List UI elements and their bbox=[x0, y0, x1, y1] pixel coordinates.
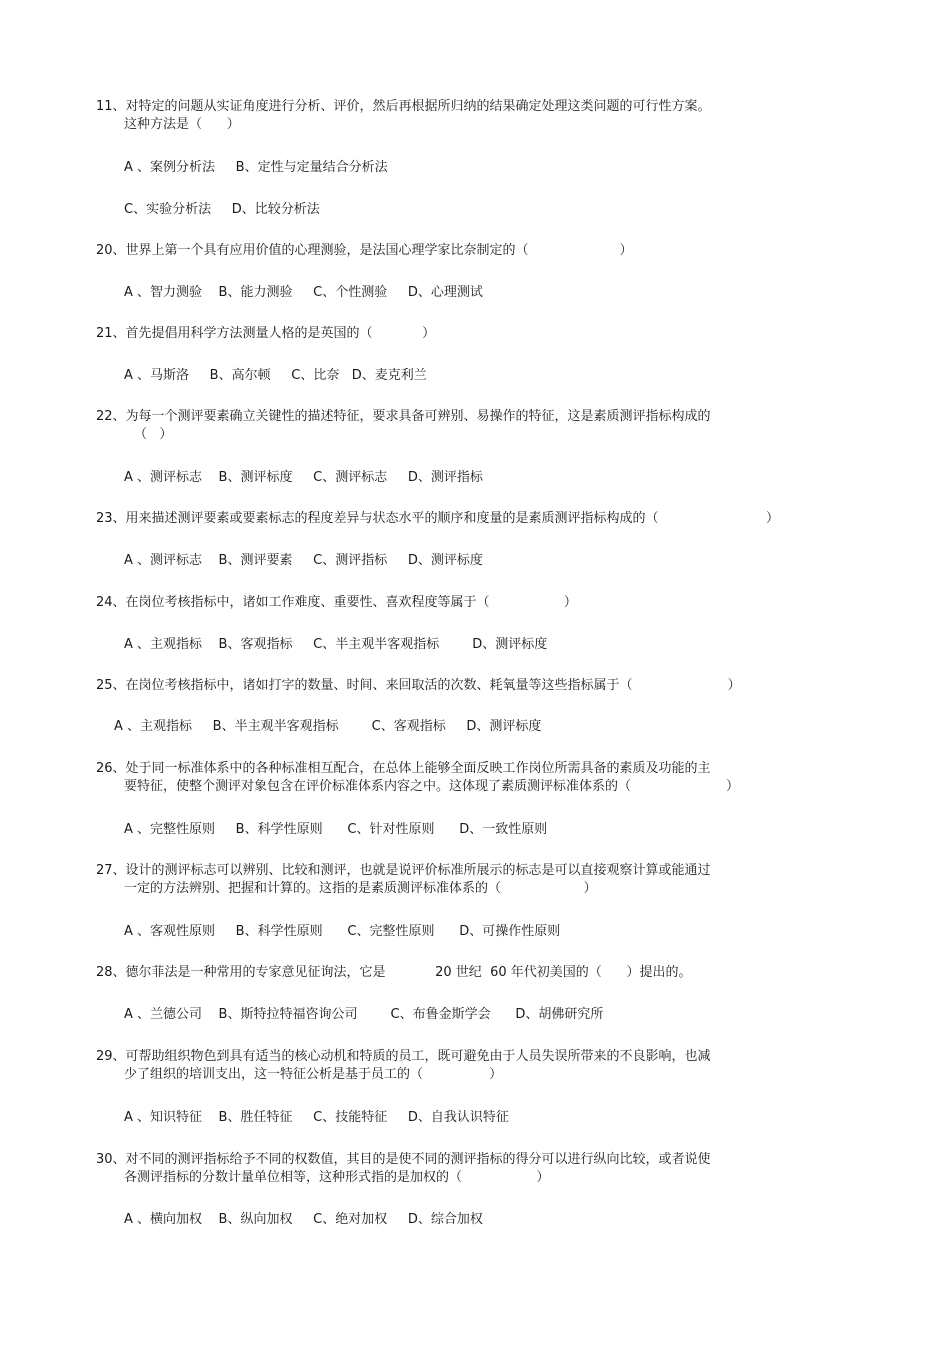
question-23-options: A 、测评标志 B、测评要素 C、测评指标 D、测评标度 bbox=[124, 553, 483, 568]
question-24-stem: 24、在岗位考核指标中，诸如工作难度、重要性、喜欢程度等属于（ ） bbox=[96, 595, 577, 610]
question-29-stem-continued: 少了组织的培训支出，这一特征公析是基于员工的（ ） bbox=[124, 1067, 503, 1082]
question-28-stem: 28、德尔菲法是一种常用的专家意见征询法，它是 20 世纪 60 年代初美国的（ ）提出的。 bbox=[96, 965, 692, 980]
question-23-stem: 23、用来描述测评要素或要素标志的程度差异与状态水平的顺序和度量的是素质测评指标构成的（ ） bbox=[96, 511, 779, 526]
question-30-stem-continued: 各测评指标的分数计量单位相等，这种形式指的是加权的（ ） bbox=[124, 1170, 550, 1185]
question-22-stem-continued: （ ） bbox=[134, 427, 173, 442]
question-27-stem: 27、设计的测评标志可以辨别、比较和测评，也就是说评价标准所展示的标志是可以直接观察计算或能通过 bbox=[96, 863, 711, 878]
question-25-options: A 、主观指标 B、半主观半客观指标 C、客观指标 D、测评标度 bbox=[114, 719, 542, 734]
question-26-options: A 、完整性原则 B、科学性原则 C、针对性原则 D、一致性原则 bbox=[124, 822, 548, 837]
question-11-options-ab: A 、案例分析法 B、定性与定量结合分析法 bbox=[124, 160, 388, 175]
question-20-options: A 、智力测验 B、能力测验 C、个性测验 D、心理测试 bbox=[124, 285, 483, 300]
question-22-options: A 、测评标志 B、测评标度 C、测评标志 D、测评指标 bbox=[124, 470, 483, 485]
question-27-options: A 、客观性原则 B、科学性原则 C、完整性原则 D、可操作性原则 bbox=[124, 924, 561, 939]
question-28-options: A 、兰德公司 B、斯特拉特福咨询公司 C、布鲁金斯学会 D、胡佛研究所 bbox=[124, 1007, 604, 1022]
question-30-options: A 、横向加权 B、纵向加权 C、绝对加权 D、综合加权 bbox=[124, 1212, 483, 1227]
question-26-stem: 26、处于同一标准体系中的各种标准相互配合，在总体上能够全面反映工作岗位所需具备的素质及功能的主 bbox=[96, 761, 711, 776]
question-20-stem: 20、世界上第一个具有应用价值的心理测验，是法国心理学家比奈制定的（ ） bbox=[96, 243, 633, 258]
question-21-stem: 21、首先提倡用科学方法测量人格的是英国的（ ） bbox=[96, 326, 436, 341]
question-26-stem-continued: 要特征，使整个测评对象包含在评价标准体系内容之中。这体现了素质测评标准体系的（ ） bbox=[124, 779, 740, 794]
question-22-stem: 22、为每一个测评要素确立关键性的描述特征，要求具备可辨别、易操作的特征，这是素质测评指标构成的 bbox=[96, 409, 711, 424]
question-29-options: A 、知识特征 B、胜任特征 C、技能特征 D、自我认识特征 bbox=[124, 1110, 509, 1125]
question-11-stem-continued: 这种方法是（ ） bbox=[124, 117, 240, 132]
question-27-stem-continued: 一定的方法辨别、把握和计算的。这指的是素质测评标准体系的（ ） bbox=[124, 881, 597, 896]
question-21-options: A 、马斯洛 B、高尔顿 C、比奈 D、麦克利兰 bbox=[124, 368, 427, 383]
question-11-stem: 11、对特定的问题从实证角度进行分析、评价，然后再根据所归纳的结果确定处理这类问题的可行性方案。 bbox=[96, 99, 711, 114]
question-29-stem: 29、可帮助组织物色到具有适当的核心动机和特质的员工，既可避免由于人员失误所带来的不良影响，也减 bbox=[96, 1049, 711, 1064]
question-25-stem: 25、在岗位考核指标中，诸如打字的数量、时间、来回取活的次数、耗氧量等这些指标属于（ ） bbox=[96, 678, 741, 693]
question-24-options: A 、主观指标 B、客观指标 C、半主观半客观指标 D、测评标度 bbox=[124, 637, 548, 652]
question-30-stem: 30、对不同的测评指标给予不同的权数值，其目的是使不同的测评指标的得分可以进行纵向比较，或者说使 bbox=[96, 1152, 711, 1167]
question-11-options-cd: C、实验分析法 D、比较分析法 bbox=[124, 202, 320, 217]
